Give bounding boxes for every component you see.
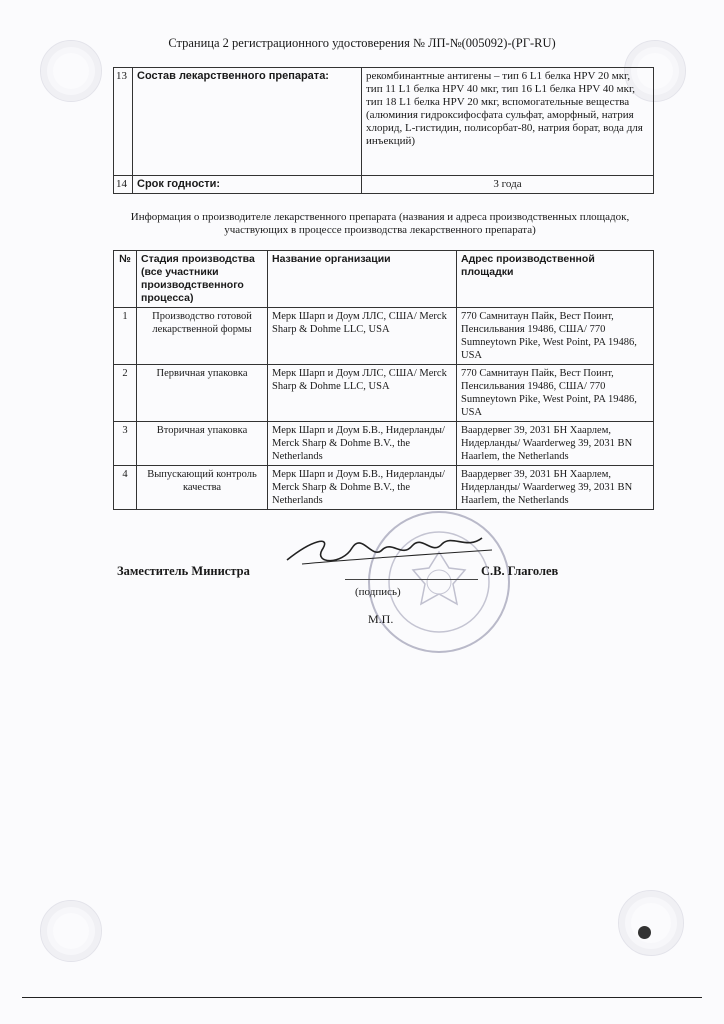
row-number: 14 [114,176,133,194]
manufacturer-table [113,250,654,510]
page-title: Страница 2 регистрационного удостоверения № ЛП-№(005092)-(РГ-RU) [168,36,556,50]
punch-hole-icon [638,926,651,939]
cell-address: 770 Самнитаун Пайк, Вест Поинт, Пенсильвания 19486, США/ 770 Sumneytown Pike, West Point, PA 19486, USA [457,365,654,422]
column-header: Стадия производства (все участники производственного процесса) [137,251,268,308]
composition-table [113,67,654,194]
row-number: 13 [114,68,133,176]
page-divider [22,997,702,998]
cell-stage: Производство готовой лекарственной формы [137,308,268,365]
row-value: 3 года [362,176,654,194]
cell-organization: Мерк Шарп и Доум Б.В., Нидерланды/ Merck Sharp & Dohme B.V., the Netherlands [268,422,457,466]
cell-address: Ваардервег 39, 2031 БН Хаарлем, Нидерланды/ Waarderweg 39, 2031 BN Haarlem, the Netherlands [457,466,654,510]
table-row [114,176,654,194]
table-row [114,68,654,176]
cell-stage: Вторичная упаковка [137,422,268,466]
manufacturer-info-text: Информация о производителе лекарственного препарата (названия и адреса производственных площадок, участвующих в процессе производства лекарственного препарата) [130,211,630,236]
cell-number: 1 [114,308,137,365]
cell-stage: Выпускающий контроль качества [137,466,268,510]
table-row [114,466,654,510]
table-row [114,308,654,365]
cell-organization: Мерк Шарп и Доум ЛЛС, США/ Merck Sharp & Dohme LLC, USA [268,308,457,365]
table-row [114,365,654,422]
column-header: № [114,251,137,308]
column-header: Адрес производственной площадки [457,251,654,308]
watermark-rosette [40,900,102,962]
cell-number: 2 [114,365,137,422]
cell-stage: Первичная упаковка [137,365,268,422]
handwritten-signature-icon [282,520,502,580]
seal-label: М.П. [368,612,394,626]
cell-organization: Мерк Шарп и Доум Б.В., Нидерланды/ Merck Sharp & Dohme B.V., the Netherlands [268,466,457,510]
cell-number: 4 [114,466,137,510]
cell-address: 770 Самнитаун Пайк, Вест Поинт, Пенсильвания 19486, США/ 770 Sumneytown Pike, West Point, PA 19486, USA [457,308,654,365]
row-label: Состав лекарственного препарата: [133,68,362,176]
signatory-name: С.В. Глаголев [481,564,559,578]
signatory-title: Заместитель Министра [117,564,250,578]
row-value: рекомбинантные антигены – тип 6 L1 белка HPV 20 мкг, тип 11 L1 белка HPV 40 мкг, тип 16 L1 белка HPV 40 мкг, тип 18 L1 белка HPV 20 мкг, вспомогательные вещества (алюминия гидроксифосфата сульфат, аморфный, натрия хлорид, L-гистидин, полисорбат-80, натрия борат, вода для инъекций) [362,68,654,176]
column-header: Название организации [268,251,457,308]
watermark-rosette [618,890,684,956]
cell-number: 3 [114,422,137,466]
table-header-row [114,251,654,308]
table-row [114,422,654,466]
signature-caption: (подпись) [355,586,401,598]
cell-address: Ваардервег 39, 2031 БН Хаарлем, Нидерланды/ Waarderweg 39, 2031 BN Haarlem, the Netherlands [457,422,654,466]
cell-organization: Мерк Шарп и Доум ЛЛС, США/ Merck Sharp & Dohme LLC, USA [268,365,457,422]
row-label: Срок годности: [133,176,362,194]
signature-line [345,579,478,580]
